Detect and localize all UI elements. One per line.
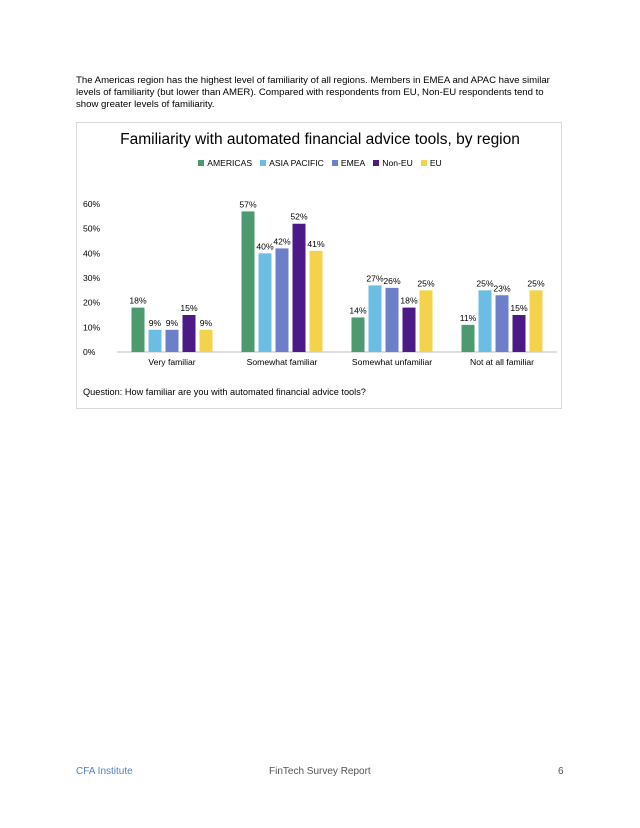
bar: [276, 248, 289, 352]
chart-title: Familiarity with automated financial advice tools, by region: [120, 131, 520, 148]
bar: [242, 211, 255, 352]
bar: [166, 330, 179, 352]
data-label: 42%: [273, 236, 291, 247]
data-label: 52%: [290, 211, 308, 222]
data-label: 15%: [510, 303, 528, 313]
footer-org: CFA Institute: [76, 766, 133, 777]
footer-page-number: 6: [558, 766, 564, 777]
bar: [200, 330, 213, 352]
x-tick-label: Not at all familiar: [470, 357, 534, 367]
x-tick-label: Somewhat familiar: [246, 357, 318, 367]
intro-paragraph: The Americas region has the highest level of familiarity of all regions. Members in EMEA and APAC have similar levels of familiarity (but lower than AMER). Compared with respondents from EU, Non-EU respondents tend to show greater levels of familiarity.: [76, 75, 550, 111]
bar: [530, 290, 543, 352]
data-label: 9%: [199, 317, 213, 328]
data-label: 15%: [180, 303, 198, 313]
bar: [149, 330, 162, 352]
legend-label: AMERICAS: [207, 158, 253, 168]
legend-swatch: [373, 160, 379, 166]
bar: [293, 224, 306, 352]
data-label: 18%: [129, 295, 147, 306]
survey-question: Question: How familiar are you with automated financial advice tools?: [83, 387, 366, 397]
x-tick-label: Very familiar: [148, 357, 196, 367]
bar: [310, 251, 323, 352]
footer-report-title: FinTech Survey Report: [269, 766, 371, 777]
data-label: 18%: [400, 295, 418, 306]
bar: [496, 295, 509, 352]
chart-legend: [77, 158, 563, 168]
y-tick-label: 20%: [83, 297, 101, 308]
data-label: 9%: [148, 317, 162, 328]
y-tick-label: 0%: [83, 347, 96, 357]
chart-container: [76, 122, 562, 409]
legend-label: ASIA PACIFIC: [269, 158, 324, 168]
legend-label: Non-EU: [382, 158, 413, 168]
data-label: 26%: [383, 275, 401, 286]
data-label: 14%: [349, 305, 367, 316]
data-label: 23%: [493, 283, 511, 294]
y-tick-label: 50%: [83, 223, 101, 234]
bar: [183, 315, 196, 352]
data-label: 25%: [417, 278, 435, 289]
y-tick-label: 10%: [83, 322, 101, 333]
legend-swatch: [260, 160, 266, 166]
bar: [369, 285, 382, 352]
data-label: 25%: [527, 278, 545, 289]
bar: [132, 308, 145, 352]
bar: [386, 288, 399, 352]
data-label: 9%: [165, 317, 179, 328]
data-label: 27%: [366, 273, 384, 284]
legend-label: EMEA: [340, 158, 366, 168]
data-label: 40%: [256, 241, 274, 252]
data-label: 41%: [307, 238, 325, 249]
data-label: 57%: [239, 199, 257, 210]
legend-item: [421, 158, 442, 168]
bar: [403, 308, 416, 352]
bar: [462, 325, 475, 352]
bar: [259, 253, 272, 352]
legend-item: [198, 158, 252, 168]
data-label: 25%: [476, 278, 494, 289]
y-tick-label: 40%: [83, 248, 101, 259]
y-tick-label: 60%: [83, 199, 101, 209]
legend-item: [332, 158, 365, 168]
bar: [513, 315, 526, 352]
x-tick-label: Somewhat unfamiliar: [351, 357, 433, 367]
legend-item: [260, 158, 324, 168]
legend-swatch: [421, 160, 427, 166]
y-tick-label: 30%: [83, 273, 101, 283]
legend-swatch: [332, 160, 338, 166]
legend-item: [373, 158, 413, 168]
bar: [479, 290, 492, 352]
bar: [420, 290, 433, 352]
bar: [352, 317, 365, 352]
data-label: 11%: [459, 312, 477, 323]
legend-swatch: [198, 160, 204, 166]
legend-label: EU: [429, 158, 442, 168]
